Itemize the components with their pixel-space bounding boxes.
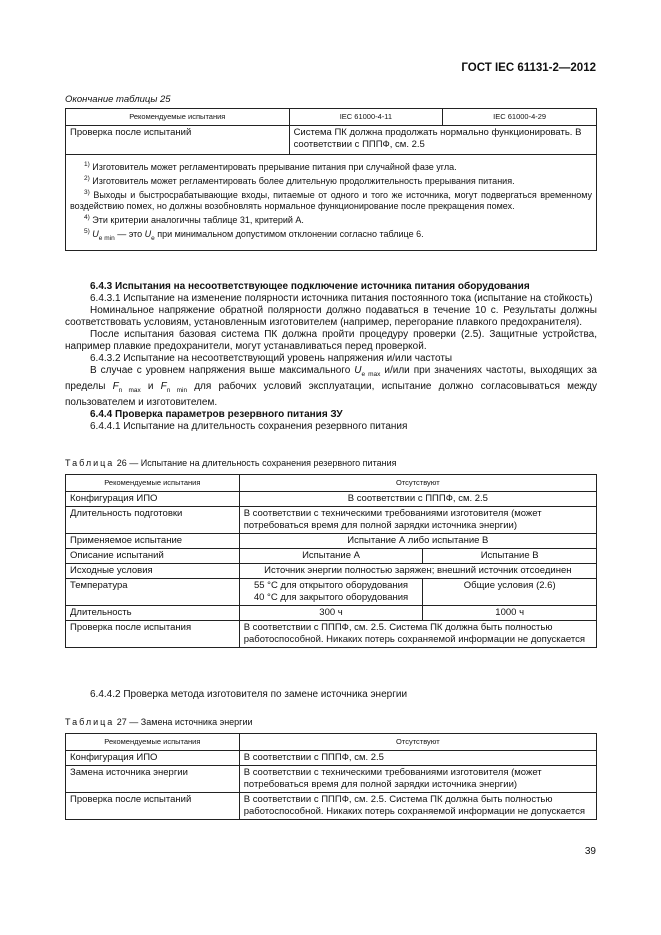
- table27-header-none: Отсутствуют: [239, 734, 596, 751]
- table25-header-iec2: IEC 61000-4-29: [443, 109, 597, 126]
- table26-check-value: В соответствии с ПППФ, см. 2.5. Система ПК должна быть полностью работоспособной. Никаких потерь сохраняемой информации не допускается: [239, 621, 596, 648]
- table26-dur-a: 300 ч: [239, 606, 423, 621]
- table27-header-tests: Рекомендуемые испытания: [66, 734, 240, 751]
- paragraph-1: Номинальное напряжение обратной полярности должно подаваться в течение 10 с. Результаты должны соответствовать условиям, установленным изготовителем (например, перегорание плавкого предохранителя).: [65, 305, 597, 328]
- table26-init-value: Источник энергии полностью заряжен; внешний источник отсоединен: [239, 564, 596, 579]
- table27-check-value: В соответствии с ПППФ, см. 2.5. Система ПК должна быть полностью работоспособной. Никаких потерь сохраняемой информации не допускается: [239, 793, 596, 820]
- table26-desc-a: Испытание А: [239, 549, 423, 564]
- note-5: $^{5)}$ $U_{e min}$ — это $U_e$ при минимальном допустимом отклонении согласно таблице 6.: [84, 228, 424, 242]
- table27-caption: Таблица 27 — Замена источника энергии: [65, 717, 253, 727]
- table26-temp-a1: 55 °С для открытого оборудования: [253, 580, 409, 591]
- section-6-4-4-heading: 6.4.4 Проверка параметров резервного питания ЗУ: [90, 409, 343, 420]
- table26-applied-label: Применяемое испытание: [66, 534, 240, 549]
- note-1: $^{1)}$ Изготовитель может регламентировать прерывание питания при случайной фазе угла.: [84, 161, 457, 172]
- table25-caption: Окончание таблицы 25: [65, 94, 171, 105]
- table-25: [65, 108, 597, 251]
- table26-dur-b: 1000 ч: [423, 606, 597, 621]
- page-number: 39: [584, 846, 596, 857]
- note-3: $^{3)}$ Выходы и быстросрабатывающие входы, питаемые от одного и того же источника, могут подвергаться временному воздействию помех, но должны возобновлять нормальное функционирование после прекращения помех.: [70, 189, 592, 211]
- table27-check-label: Проверка после испытаний: [66, 793, 240, 820]
- table26-caption: Таблица 26 — Испытание на длительность сохранения резервного питания: [65, 458, 397, 468]
- table-27: [65, 733, 597, 820]
- section-6-4-4-2-block: [65, 689, 597, 701]
- table26-init-label: Исходные условия: [66, 564, 240, 579]
- paragraph-3: В случае с уровнем напряжения выше максимального $U_{e max}$ и/или при значениях частоты, выходящих за пределы $F_{n max}$ и $F_{n min}$ для рабочих условий эксплуатации, испытание должно согласовываться между пользователем и изготовителем.: [65, 365, 597, 408]
- section-6-4-3-heading: 6.4.3 Испытания на несоответствующее подключение источника питания оборудования: [90, 281, 530, 292]
- section-6-4-4-1: 6.4.4.1 Испытание на длительность сохранения резервного питания: [90, 421, 408, 432]
- table26-desc-b: Испытание В: [423, 549, 597, 564]
- table26-temp-label: Температура: [66, 579, 240, 606]
- table26-header-tests: Рекомендуемые испытания: [66, 475, 240, 492]
- section-6-4-3-1: 6.4.3.1 Испытание на изменение полярности источника питания постоянного тока (испытание на стойкость): [90, 293, 593, 304]
- table25-row-value: Система ПК должна продолжать нормально функционировать. В соответствии с ПППФ, см. 2.5: [289, 126, 596, 155]
- table26-config-label: Конфигурация ИПО: [66, 492, 240, 507]
- table27-replace-label: Замена источника энергии: [66, 766, 240, 793]
- paragraph-2: После испытания базовая система ПК должна пройти процедуру проверки (2.5). Защитные устройства, например плавкие предохранители, могут устанавливаться перед проверкой.: [65, 329, 597, 352]
- table26-desc-label: Описание испытаний: [66, 549, 240, 564]
- note-4: $^{4)}$ Эти критерии аналогичны таблице 31, критерий А.: [84, 214, 304, 225]
- table25-row-label: Проверка после испытаний: [66, 126, 290, 155]
- standard-number: ГОСТ IEC 61131-2—2012: [461, 62, 596, 74]
- table26-config-value: В соответствии с ПППФ, см. 2.5: [239, 492, 596, 507]
- table25-header-iec1: IEC 61000-4-11: [289, 109, 443, 126]
- note-2: $^{2)}$ Изготовитель может регламентировать более длительную продолжительность прерывания питания.: [84, 175, 515, 186]
- section-6-4-4-2: 6.4.4.2 Проверка метода изготовителя по замене источника энергии: [90, 689, 408, 700]
- table26-prep-label: Длительность подготовки: [66, 507, 240, 534]
- table25-notes: [66, 155, 597, 251]
- table26-temp-b: Общие условия (2.6): [423, 579, 597, 606]
- table-26: [65, 474, 597, 648]
- table26-applied-value: Испытание А либо испытание В: [239, 534, 596, 549]
- table26-header-none: Отсутствуют: [239, 475, 596, 492]
- table26-dur-label: Длительность: [66, 606, 240, 621]
- table27-replace-value: В соответствии с техническими требованиями изготовителя (может потребоваться время для полной зарядки источника энергии): [239, 766, 596, 793]
- section-6-4-3-2: 6.4.3.2 Испытание на несоответствующий уровень напряжения и/или частоты: [90, 353, 453, 364]
- table27-config-label: Конфигурация ИПО: [66, 751, 240, 766]
- table26-check-label: Проверка после испытания: [66, 621, 240, 648]
- table27-config-value: В соответствии с ПППФ, см. 2.5: [239, 751, 596, 766]
- body-text: [65, 281, 597, 433]
- table26-temp-a: [239, 579, 423, 606]
- table26-temp-a2: 40 °С для закрытого оборудования: [253, 592, 409, 603]
- table26-prep-value: В соответствии с техническими требованиями изготовителя (может потребоваться время для полной зарядки источника энергии): [239, 507, 596, 534]
- table25-header-tests: Рекомендуемые испытания: [66, 109, 290, 126]
